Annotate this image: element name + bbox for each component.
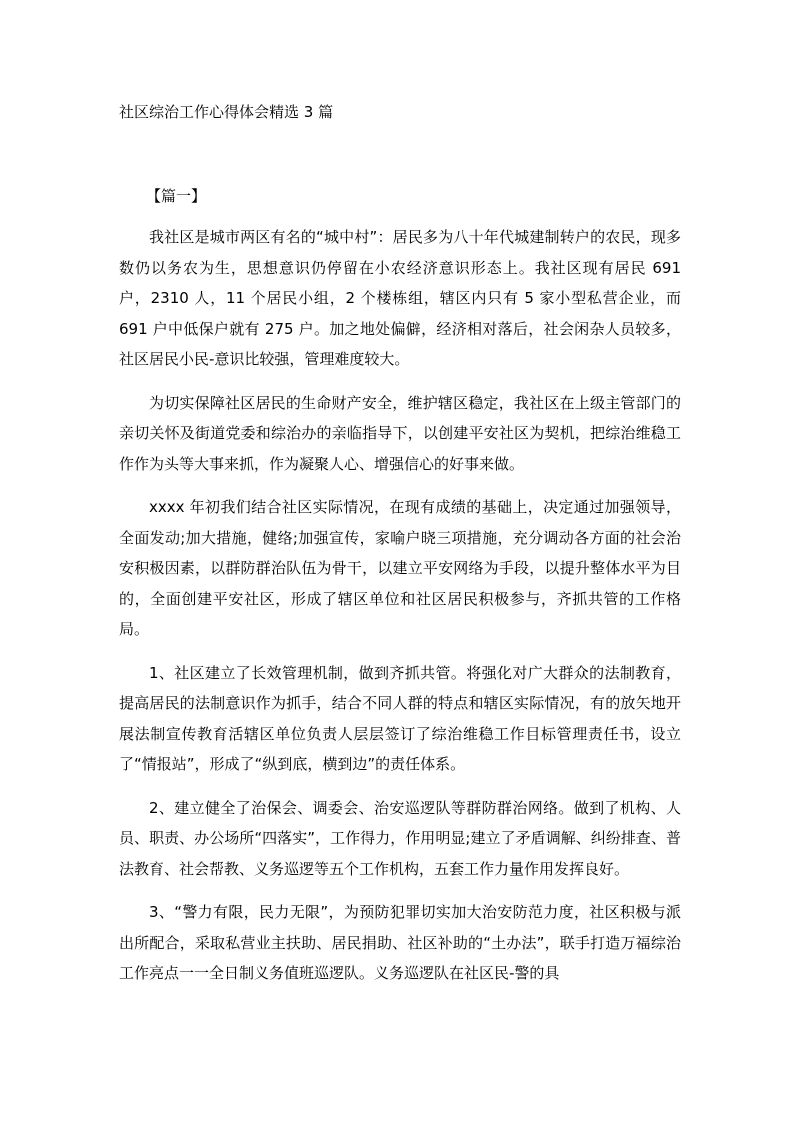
section-heading: 【篇一】	[146, 187, 207, 205]
paragraph: 3、“警力有限，民力无限”，为预防犯罪切实加大治安防范力度，社区积极与派出所配合，采取私营业主扶助、居民捐助、社区补助的“土办法”，联手打造万福综治工作亮点一一全日制义务值班巡逻队。义务巡逻队在社区民-警的具	[119, 903, 681, 982]
document-title: 社区综治工作心得体会精选 3 篇	[119, 103, 334, 121]
document-body	[119, 222, 681, 1002]
paragraph: 为切实保障社区居民的生命财产安全，维护辖区稳定，我社区在上级主管部门的亲切关怀及街道党委和综治办的亲临指导下，以创建平安社区为契机，把综治维稳工作作为头等大事来抓，作为凝聚人心、增强信心的好事来做。	[119, 393, 681, 473]
paragraph: 1、社区建立了长效管理机制，做到齐抓共管。将强化对广大群众的法制教育，提高居民的法制意识作为抓手，结合不同人群的特点和辖区实际情况，有的放矢地开展法制宣传教育活辖区单位负责人层层签订了综治维稳工作目标管理责任书，设立了“情报站”，形成了“纵到底，横到边”的责任体系。	[119, 663, 681, 773]
paragraph: 我社区是城市两区有名的“城中村”：居民多为八十年代城建制转户的农民，现多数仍以务农为生，思想意识仍停留在小农经济意识形态上。我社区现有居民 691 户，2310 人，11 个居民小组，2 个楼栋组，辖区内只有 5 家小型私营企业，而 691 户中低保户就有 275 户。加之地处偏僻，经济相对落后，社会闲杂人员较多，社区居民小民-意识比较强，管理难度较大。	[119, 228, 681, 368]
paragraph: 2、建立健全了治保会、调委会、治安巡逻队等群防群治网络。做到了机构、人员、职责、办公场所“四落实”，工作得力，作用明显;建立了矛盾调解、纠纷排查、普法教育、社会帮教、义务巡逻等五个工作机构，五套工作力量作用发挥良好。	[119, 798, 681, 878]
paragraph: xxxx 年初我们结合社区实际情况，在现有成绩的基础上，决定通过加强领导，全面发动;加大措施，健络;加强宣传，家喻户晓三项措施，充分调动各方面的社会治安积极因素，以群防群治队伍为骨干，以建立平安网络为手段，以提升整体水平为目的，全面创建平安社区，形成了辖区单位和社区居民积极参与，齐抓共管的工作格局。	[119, 498, 681, 638]
